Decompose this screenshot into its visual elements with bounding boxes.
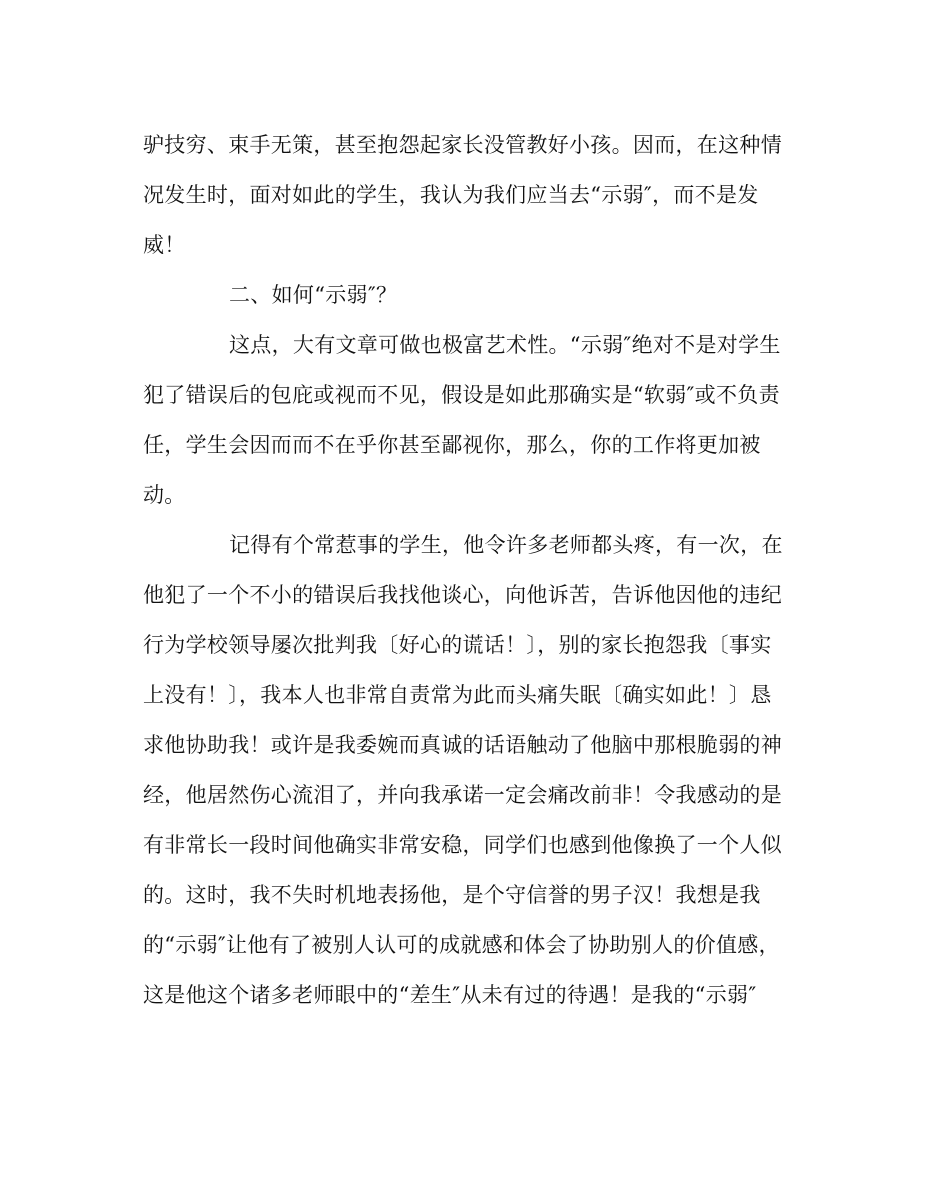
paragraph-line: 经，他居然伤心流泪了，并向我承诺一定会痛改前非！令我感动的是 (143, 783, 782, 807)
paragraph-line: 他犯了一个不小的错误后我找他谈心，向他诉苦，告诉他因他的违纪 (143, 583, 782, 607)
paragraph-line: 有非常长一段时间他确实非常安稳，同学们也感到他像换了一个人似 (143, 833, 782, 857)
paragraph-line: 况发生时，面对如此的学生，我认为我们应当去“示弱″，而不是发 (143, 183, 759, 207)
paragraph-line: 威！ (143, 233, 186, 257)
paragraph-line: 记得有个常惹事的学生，他令许多老师都头疼，有一次，在 (229, 533, 783, 557)
paragraph-line: 上没有！〕，我本人也非常自责常为此而头痛失眠〔确实如此！〕恳 (143, 683, 772, 707)
paragraph-line: 动。 (143, 483, 186, 507)
paragraph-line: 犯了错误后的包庇或视而不见，假设是如此那确实是“软弱″或不负责 (143, 383, 780, 407)
paragraph-line: 这是他这个诸多老师眼中的“差生″从未有过的待遇！是我的“示弱″ (143, 983, 757, 1007)
paragraph-line: 任，学生会因而而不在乎你甚至鄙视你，那么，你的工作将更加被 (143, 433, 761, 457)
section-heading: 二、如何“示弱″？ (229, 283, 398, 307)
paragraph-line: 驴技穷、束手无策，甚至抱怨起家长没管教好小孩。因而，在这种情 (143, 133, 782, 157)
paragraph-line: 行为学校领导屡次批判我〔好心的谎话！〕，别的家长抱怨我〔事实 (143, 633, 772, 657)
paragraph-line: 的。这时，我不失时机地表扬他，是个守信誉的男子汉！我想是我 (143, 883, 761, 907)
paragraph-line: 的“示弱″让他有了被别人认可的成就感和体会了协助别人的价值感， (143, 933, 780, 957)
paragraph-line: 求他协助我！或许是我委婉而真诚的话语触动了他脑中那根脆弱的神 (143, 733, 782, 757)
paragraph-line: 这点，大有文章可做也极富艺术性。“示弱″绝对不是对学生 (229, 333, 781, 357)
